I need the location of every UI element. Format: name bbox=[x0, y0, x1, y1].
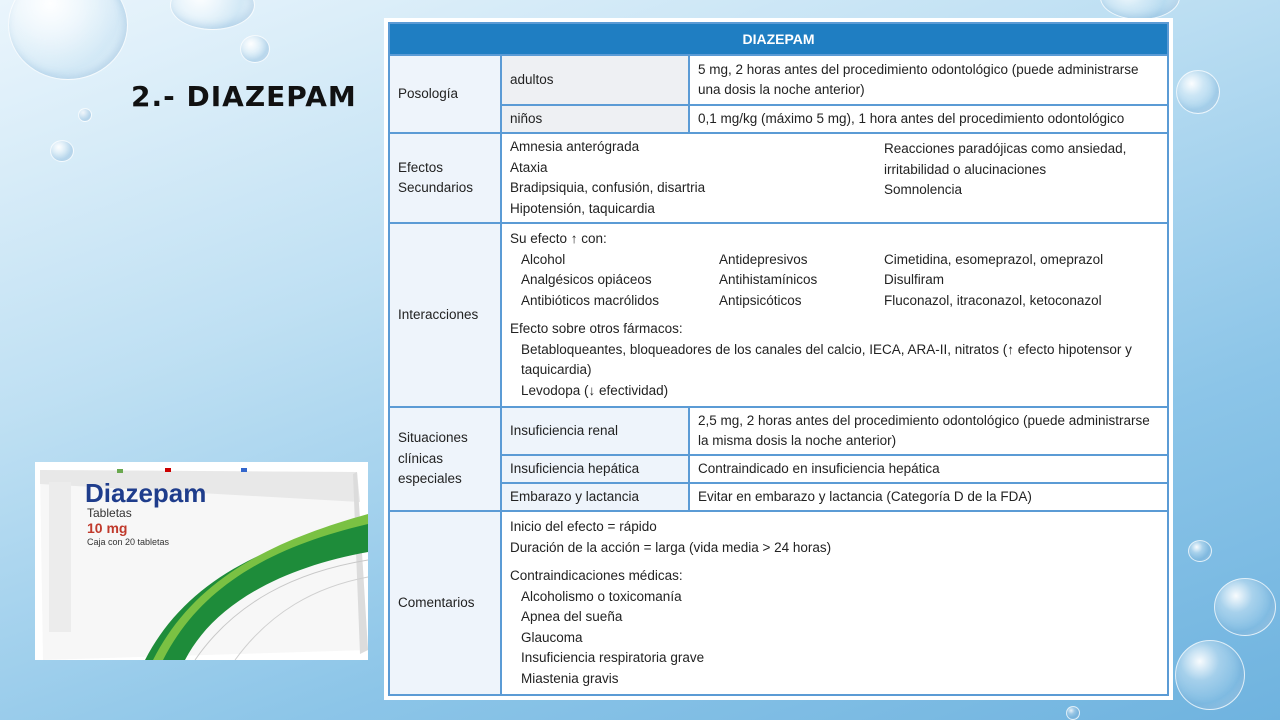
list-item: Levodopa (↓ efectividad) bbox=[521, 382, 669, 398]
ninos-label: niños bbox=[501, 105, 689, 133]
embarazo-label: Embarazo y lactancia bbox=[501, 483, 689, 511]
list-item: Miastenia gravis bbox=[521, 670, 619, 686]
water-bubble-decoration bbox=[78, 108, 92, 122]
list-item: Amnesia anterógrada bbox=[510, 139, 640, 154]
inicio-efecto: Inicio del efecto = rápido bbox=[510, 519, 657, 534]
efectos-right-list bbox=[884, 137, 1126, 219]
water-bubble-decoration bbox=[8, 0, 128, 80]
diazepam-table-image bbox=[384, 18, 1173, 700]
situaciones-label: Situaciones clínicas especiales bbox=[389, 407, 501, 511]
water-bubble-decoration bbox=[50, 140, 74, 162]
efectos-content bbox=[501, 133, 1168, 223]
list-item: Analgésicos opiáceos bbox=[521, 272, 652, 287]
interacciones-col1 bbox=[521, 250, 719, 312]
ninos-value: 0,1 mg/kg (máximo 5 mg), 1 hora antes del procedimiento odontológico bbox=[689, 105, 1168, 133]
hepatica-label: Insuficiencia hepática bbox=[501, 455, 689, 483]
slide-title: 2.- DIAZEPAM bbox=[131, 80, 357, 113]
renal-value: 2,5 mg, 2 horas antes del procedimiento odontológico (puede administrarse la misma dosis la noche anterior) bbox=[689, 407, 1168, 455]
water-bubble-decoration bbox=[1066, 706, 1080, 720]
list-item: Ataxia bbox=[510, 159, 548, 175]
duracion-accion: Duración de la acción = larga (vida media > 24 horas) bbox=[510, 539, 832, 555]
water-bubble-decoration bbox=[170, 0, 255, 30]
list-item: Insuficiencia respiratoria grave bbox=[521, 650, 705, 665]
product-box-image bbox=[35, 462, 368, 660]
list-item: Antidepresivos bbox=[719, 251, 808, 267]
list-item: irritabilidad o alucinaciones bbox=[884, 161, 1047, 177]
list-item: Antipsicóticos bbox=[719, 292, 802, 308]
list-item: Glaucoma bbox=[521, 629, 583, 645]
water-bubble-decoration bbox=[1175, 640, 1245, 710]
list-item: Bradipsiquia, confusión, disartria bbox=[510, 180, 706, 195]
interacciones-label: Interacciones bbox=[389, 223, 501, 407]
comentarios-content bbox=[501, 511, 1168, 695]
list-item: Betabloqueantes, bloqueadores de los canales del calcio, IECA, ARA-II, nitratos (↑ efecto hipotensor y taquicardia) bbox=[521, 341, 1132, 377]
list-item: Fluconazol, itraconazol, ketoconazol bbox=[884, 292, 1102, 308]
list-item: Antibióticos macrólidos bbox=[521, 292, 660, 308]
list-item: Hipotensión, taquicardia bbox=[510, 200, 655, 216]
product-form: Tabletas bbox=[87, 506, 132, 520]
interacciones-content bbox=[501, 223, 1168, 407]
water-bubble-decoration bbox=[1214, 578, 1276, 636]
product-name: Diazepam bbox=[85, 478, 207, 508]
interacciones-col2 bbox=[719, 250, 884, 312]
list-item: Reacciones paradójicas como ansiedad, bbox=[884, 141, 1127, 156]
water-bubble-decoration bbox=[1188, 540, 1212, 562]
list-item: Antihistamínicos bbox=[719, 272, 818, 287]
comentarios-label: Comentarios bbox=[389, 511, 501, 695]
renal-label: Insuficiencia renal bbox=[501, 407, 689, 455]
product-pack: Caja con 20 tabletas bbox=[87, 537, 170, 547]
list-item: Alcoholismo o toxicomanía bbox=[521, 588, 682, 604]
water-bubble-decoration bbox=[240, 35, 270, 63]
efectos-label: Efectos Secundarios bbox=[389, 133, 501, 223]
efectos-left-list bbox=[510, 137, 884, 219]
adultos-label: adultos bbox=[501, 55, 689, 105]
list-item: Apnea del sueña bbox=[521, 609, 623, 624]
embarazo-value: Evitar en embarazo y lactancia (Categoría D de la FDA) bbox=[689, 483, 1168, 511]
posologia-label: Posología bbox=[389, 55, 501, 133]
interacciones-intro: Su efecto ↑ con: bbox=[510, 231, 607, 246]
adultos-value: 5 mg, 2 horas antes del procedimiento odontológico (puede administrarse una dosis la noche anterior) bbox=[689, 55, 1168, 105]
list-item: Alcohol bbox=[521, 251, 566, 267]
list-item: Cimetidina, esomeprazol, omeprazol bbox=[884, 251, 1104, 267]
otros-farmacos-intro: Efecto sobre otros fármacos: bbox=[510, 321, 683, 336]
list-item: Somnolencia bbox=[884, 182, 963, 197]
diazepam-table bbox=[388, 22, 1169, 696]
hepatica-value: Contraindicado en insuficiencia hepática bbox=[689, 455, 1168, 483]
interacciones-col3 bbox=[884, 250, 1103, 312]
list-item: Disulfiram bbox=[884, 272, 945, 287]
table-header: DIAZEPAM bbox=[389, 23, 1168, 55]
water-bubble-decoration bbox=[1176, 70, 1220, 114]
water-bubble-decoration bbox=[1100, 0, 1180, 20]
product-dose: 10 mg bbox=[87, 520, 128, 536]
contraindicaciones-intro: Contraindicaciones médicas: bbox=[510, 568, 683, 583]
